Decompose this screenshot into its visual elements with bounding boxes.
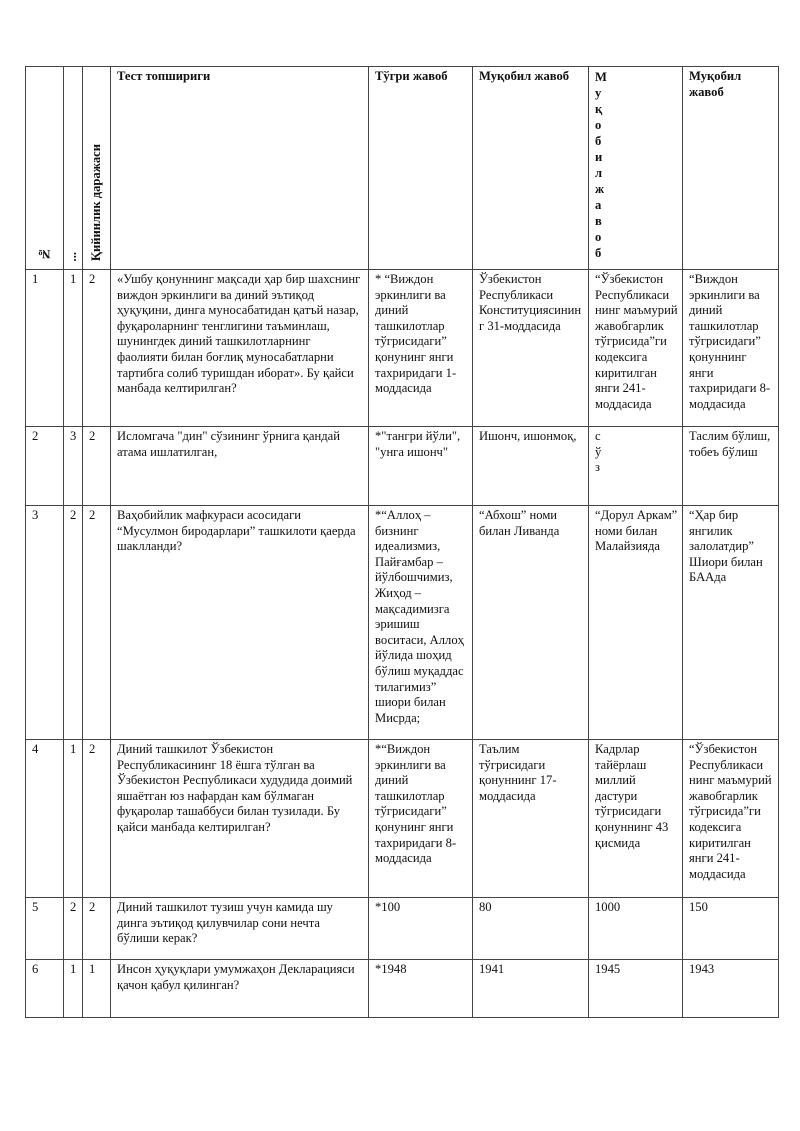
row-alternative-1: Ўзбекистон Республикаси Конституциясининг 31-моддасида — [473, 270, 589, 427]
row-alternative-3: “Ҳар бир янгилик залолатдир” Шиори билан БААда — [683, 506, 779, 740]
row-number: 3 — [26, 506, 64, 740]
row-task: Ваҳобийлик мафкураси асосидаги “Мусулмон биродарлари” ташкилоти қаерда шаклланди? — [111, 506, 369, 740]
row-task: «Ушбу қонуннинг мақсади ҳар бир шахснинг виждон эркинлиги ва диний эътиқод ҳуқуқини, динга муносабатидан қатъй назар, фуқароларнинг тенглигини таъминлаш, шунингдек диний ташкилотларнинг фаолияти билан боғлиқ муносабатларни тартибга солиб туришдан иборат». Бу қайси манбада келтирилган? — [111, 270, 369, 427]
row-alternative-3: 1943 — [683, 960, 779, 1018]
row-difficulty: 1 — [83, 960, 111, 1018]
row-alternative-2: Кадрлар тайёрлаш миллий дастури тўгрисидаги қонуннинг 43 қисмида — [589, 740, 683, 898]
row-difficulty: 2 — [83, 270, 111, 427]
row-col2: 2 — [64, 506, 83, 740]
header-dots: ... — [64, 67, 83, 270]
row-task: Инсон ҳуқуқлари умумжаҳон Декларацияси қачон қабул қилинган? — [111, 960, 369, 1018]
row-difficulty: 2 — [83, 740, 111, 898]
row-correct-answer: *“Аллоҳ – бизнинг идеализмиз, Пайғамбар – йўлбошчимиз, Жиҳод – мақсадимизга эришиш воситаси, Аллоҳ йўлида шоҳид бўлиш муқаддас тилагимиз” шиори билан Мисрда; — [369, 506, 473, 740]
header-alternative-3: Муқобил жавоб — [683, 67, 779, 270]
table-row — [26, 960, 779, 1018]
row-number: 6 — [26, 960, 64, 1018]
row-correct-answer: * “Виждон эркинлиги ва диний ташкилотлар тўгрисидаги” қонунинг янги тахриридаги 1-моддасида — [369, 270, 473, 427]
row-difficulty: 2 — [83, 427, 111, 506]
row-number: 4 — [26, 740, 64, 898]
row-correct-answer: *"тангри йўли", "унга ишонч" — [369, 427, 473, 506]
row-task: Диний ташкилот тузиш учун камида шу динга эътиқод қилувчилар сони нечта бўлиши керак? — [111, 898, 369, 960]
table-row — [26, 427, 779, 506]
row-alternative-3: “Ўзбекистон Республикаси нинг маъмурий жавобгарлик тўгрисида”ги кодексига киритилган янги 241-моддасида — [683, 740, 779, 898]
header-alternative-2: Муқобил жавоб — [589, 67, 683, 270]
row-number: 5 — [26, 898, 64, 960]
row-difficulty: 2 — [83, 898, 111, 960]
row-alternative-1: “Абхош” номи билан Ливанда — [473, 506, 589, 740]
table-row — [26, 506, 779, 740]
header-row — [26, 67, 779, 270]
row-correct-answer: *1948 — [369, 960, 473, 1018]
row-alternative-2: сўз — [589, 427, 683, 506]
row-correct-answer: *100 — [369, 898, 473, 960]
table-row — [26, 898, 779, 960]
row-difficulty: 2 — [83, 506, 111, 740]
row-alternative-1: 80 — [473, 898, 589, 960]
row-correct-answer: *“Виждон эркинлиги ва диний ташкилотлар тўгрисидаги” қонунинг янги тахриридаги 8-моддасида — [369, 740, 473, 898]
row-alternative-2: 1000 — [589, 898, 683, 960]
row-alternative-2: “Дорул Аркам” номи билан Малайзияда — [589, 506, 683, 740]
row-alternative-3: Таслим бўлиш, тобеъ бўлиш — [683, 427, 779, 506]
header-alternative-1: Муқобил жавоб — [473, 67, 589, 270]
table-row — [26, 740, 779, 898]
row-alternative-3: 150 — [683, 898, 779, 960]
row-alternative-3: “Виждон эркинлиги ва диний ташкилотлар тўгрисидаги” қонуннинг янги тахриридаги 8-моддасида — [683, 270, 779, 427]
row-col2: 2 — [64, 898, 83, 960]
row-col2: 3 — [64, 427, 83, 506]
row-col2: 1 — [64, 960, 83, 1018]
row-alternative-2: “Ўзбекистон Республикаси нинг маъмурий жавобгарлик тўгрисида”ги кодексига киритилган янги 241-моддасида — [589, 270, 683, 427]
header-number: № — [26, 67, 64, 270]
row-alternative-1: Ишонч, ишонмоқ, — [473, 427, 589, 506]
row-number: 2 — [26, 427, 64, 506]
row-col2: 1 — [64, 740, 83, 898]
test-table — [25, 66, 779, 1018]
row-task: Исломгача "дин" сўзининг ўрнига қандай атама ишлатилган, — [111, 427, 369, 506]
row-task: Диний ташкилот Ўзбекистон Республикасининг 18 ёшга тўлган ва Ўзбекистон Республикаси худудида доимий яшаётган юз нафардан кам бўлмаган фуқаролар ташаббуси билан тузилади. Бу қайси манбада келтирилган? — [111, 740, 369, 898]
header-task: Тест топшириги — [111, 67, 369, 270]
row-alternative-1: 1941 — [473, 960, 589, 1018]
header-difficulty: Қийинлик даражаси — [83, 67, 111, 270]
row-number: 1 — [26, 270, 64, 427]
header-correct-answer: Тўгри жавоб — [369, 67, 473, 270]
row-alternative-1: Таълим тўгрисидаги қонуннинг 17-моддасида — [473, 740, 589, 898]
row-col2: 1 — [64, 270, 83, 427]
row-alternative-2: 1945 — [589, 960, 683, 1018]
table-row — [26, 270, 779, 427]
